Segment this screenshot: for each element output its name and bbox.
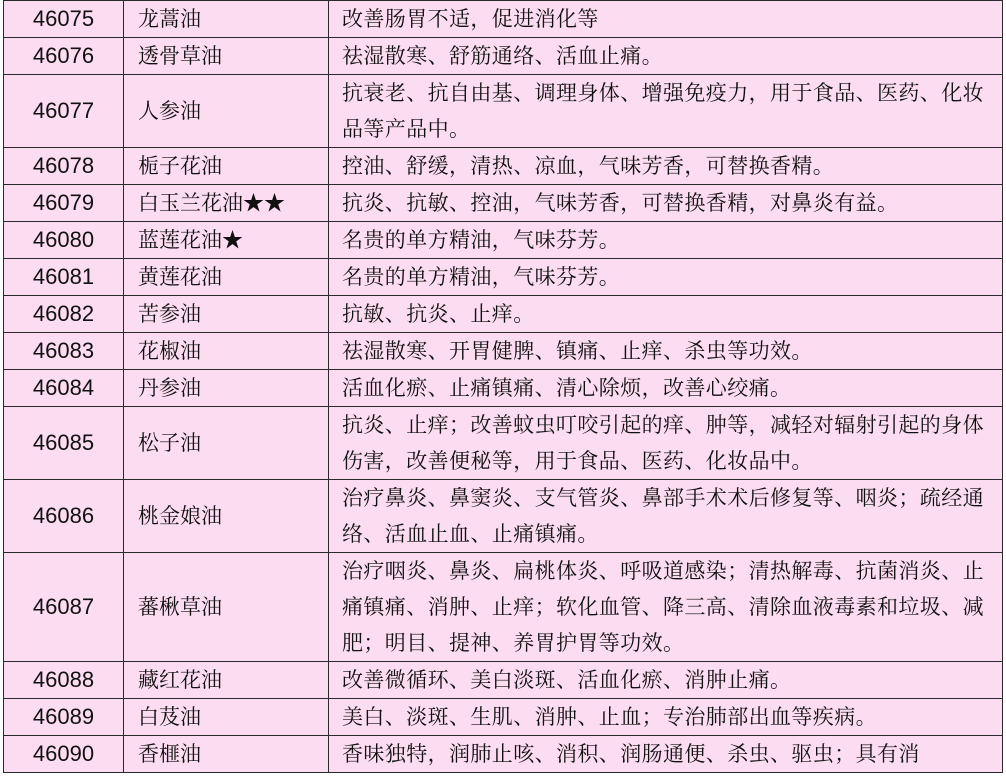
- name-cell: 白玉兰花油★★: [124, 185, 329, 222]
- code-cell: 46087: [4, 553, 124, 662]
- code-cell: 46082: [4, 296, 124, 333]
- code-cell: 46085: [4, 407, 124, 480]
- oil-table: [3, 0, 1003, 773]
- table-row: [4, 407, 1003, 480]
- table-row: [4, 333, 1003, 370]
- description-cell: 控油、舒缓，清热、凉血，气味芳香，可替换香精。: [329, 148, 1003, 185]
- code-cell: 46080: [4, 222, 124, 259]
- code-cell: 46077: [4, 75, 124, 148]
- table-row: [4, 553, 1003, 662]
- name-cell: 人参油: [124, 75, 329, 148]
- name-cell: 苦参油: [124, 296, 329, 333]
- name-cell: 栀子花油: [124, 148, 329, 185]
- description-cell: 治疗鼻炎、鼻窦炎、支气管炎、鼻部手术术后修复等、咽炎；疏经通络、活血止血、止痛镇痛。: [329, 480, 1003, 553]
- table-row: [4, 75, 1003, 148]
- code-cell: 46076: [4, 38, 124, 75]
- table-row: [4, 480, 1003, 553]
- code-cell: 46090: [4, 736, 124, 773]
- name-cell: 透骨草油: [124, 38, 329, 75]
- name-cell: 香榧油: [124, 736, 329, 773]
- code-cell: 46088: [4, 662, 124, 699]
- code-cell: 46083: [4, 333, 124, 370]
- name-cell: 蓝莲花油★: [124, 222, 329, 259]
- name-cell: 藏红花油: [124, 662, 329, 699]
- name-cell: 丹参油: [124, 370, 329, 407]
- name-cell: 龙蒿油: [124, 1, 329, 38]
- name-cell: 黄莲花油: [124, 259, 329, 296]
- description-cell: 活血化瘀、止痛镇痛、清心除烦，改善心绞痛。: [329, 370, 1003, 407]
- description-cell: 名贵的单方精油，气味芬芳。: [329, 222, 1003, 259]
- table-row: [4, 38, 1003, 75]
- description-cell: 名贵的单方精油，气味芬芳。: [329, 259, 1003, 296]
- code-cell: 46089: [4, 699, 124, 736]
- name-cell: 花椒油: [124, 333, 329, 370]
- description-cell: 改善微循环、美白淡斑、活血化瘀、消肿止痛。: [329, 662, 1003, 699]
- name-cell: 蕃楸草油: [124, 553, 329, 662]
- table-row: [4, 1, 1003, 38]
- table-row: [4, 259, 1003, 296]
- table-row: [4, 662, 1003, 699]
- code-cell: 46079: [4, 185, 124, 222]
- description-cell: 抗炎、止痒；改善蚊虫叮咬引起的痒、肿等，减轻对辐射引起的身体伤害，改善便秘等，用于食品、医药、化妆品中。: [329, 407, 1003, 480]
- table-row: [4, 222, 1003, 259]
- description-cell: 祛湿散寒、开胃健脾、镇痛、止痒、杀虫等功效。: [329, 333, 1003, 370]
- name-cell: 桃金娘油: [124, 480, 329, 553]
- code-cell: 46078: [4, 148, 124, 185]
- description-cell: 抗炎、抗敏、控油，气味芳香，可替换香精，对鼻炎有益。: [329, 185, 1003, 222]
- table-row: [4, 296, 1003, 333]
- table-row: [4, 699, 1003, 736]
- name-cell: 松子油: [124, 407, 329, 480]
- description-cell: 祛湿散寒、舒筋通络、活血止痛。: [329, 38, 1003, 75]
- code-cell: 46081: [4, 259, 124, 296]
- description-cell: 抗敏、抗炎、止痒。: [329, 296, 1003, 333]
- table-row: [4, 736, 1003, 773]
- code-cell: 46075: [4, 1, 124, 38]
- description-cell: 治疗咽炎、鼻炎、扁桃体炎、呼吸道感染；清热解毒、抗菌消炎、止痛镇痛、消肿、止痒；软化血管、降三高、清除血液毒素和垃圾、减肥；明目、提神、养胃护胃等功效。: [329, 553, 1003, 662]
- code-cell: 46084: [4, 370, 124, 407]
- table-row: [4, 185, 1003, 222]
- description-cell: 改善肠胃不适，促进消化等: [329, 1, 1003, 38]
- description-cell: 香味独特，润肺止咳、消积、润肠通便、杀虫、驱虫；具有消: [329, 736, 1003, 773]
- description-cell: 美白、淡斑、生肌、消肿、止血；专治肺部出血等疾病。: [329, 699, 1003, 736]
- table-row: [4, 370, 1003, 407]
- description-cell: 抗衰老、抗自由基、调理身体、增强免疫力，用于食品、医药、化妆品等产品中。: [329, 75, 1003, 148]
- name-cell: 白芨油: [124, 699, 329, 736]
- table-row: [4, 148, 1003, 185]
- code-cell: 46086: [4, 480, 124, 553]
